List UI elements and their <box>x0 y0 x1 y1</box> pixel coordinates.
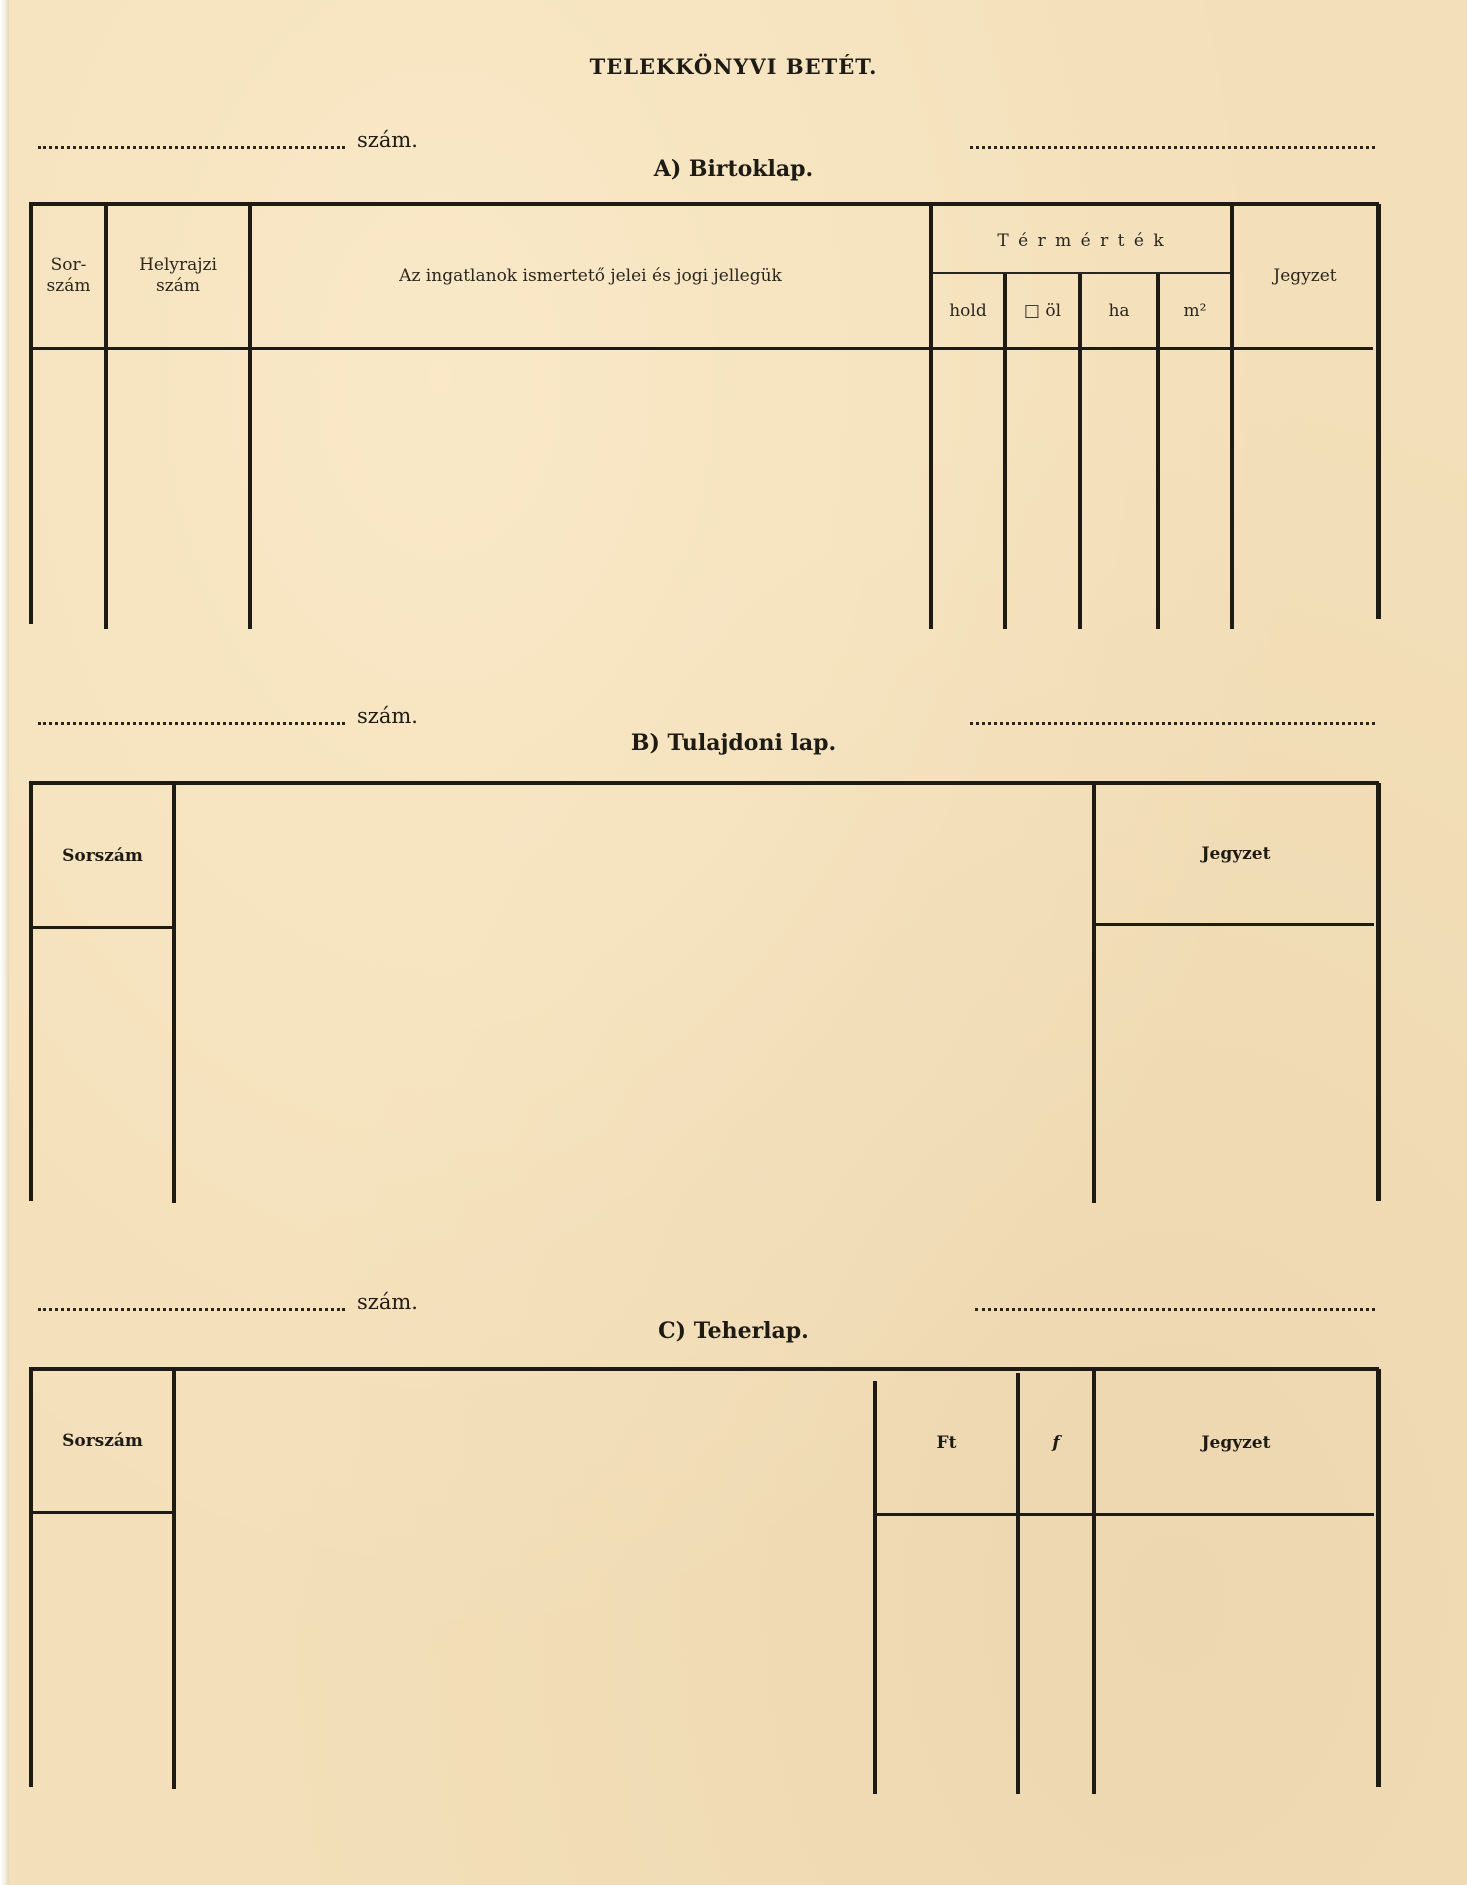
col-header-ha: ha <box>1108 301 1130 321</box>
col-header-jegyzet-b: Jegyzet <box>1201 844 1271 864</box>
table-b-vline-1 <box>172 783 176 1203</box>
table-a-top-border <box>29 202 1379 206</box>
table-c-left-header-bottom <box>29 1511 172 1514</box>
col-header-jegyzet-c: Jegyzet <box>1201 1433 1271 1453</box>
col-header-termertek: T é r m é r t é k <box>997 231 1166 251</box>
table-b-left-header-bottom <box>29 926 172 929</box>
col-header-sorszam-c: Sorszám <box>62 1431 143 1451</box>
col-header-helyrajzi: Helyrajzi szám <box>139 255 217 296</box>
number-label-a: szám. <box>357 128 418 152</box>
col-header-f: f <box>1052 1433 1060 1453</box>
section-b-heading: B) Tulajdoni lap. <box>630 730 837 756</box>
dotted-line-right-c <box>975 1308 1375 1311</box>
table-b-top-border <box>29 781 1379 785</box>
page-binding-edge <box>0 0 9 1885</box>
col-header-jegyzet-a: Jegyzet <box>1273 266 1337 286</box>
table-a-vline-6 <box>1156 274 1160 629</box>
document-title: TELEKKÖNYVI BETÉT. <box>589 54 878 79</box>
section-a-heading: A) Birtoklap. <box>653 156 814 182</box>
table-a-vline-5 <box>1078 274 1082 629</box>
table-b-vline-right <box>1376 783 1381 1201</box>
col-header-ol: □ öl <box>1023 301 1062 321</box>
table-a-vline-3 <box>929 204 933 629</box>
table-b-right-header-bottom <box>1096 923 1374 926</box>
col-header-sorszam: Sor- szám <box>46 255 91 296</box>
col-header-description: Az ingatlanok ismertető jelei és jogi jellegük <box>399 266 782 286</box>
dotted-line-right-a <box>970 146 1375 149</box>
section-c-heading: C) Teherlap. <box>658 1318 809 1344</box>
dotted-line-right-b <box>970 722 1375 725</box>
number-dotted-line-a <box>38 146 345 149</box>
number-label-b: szám. <box>357 704 418 728</box>
table-a-header-bottom <box>29 347 1373 350</box>
number-dotted-line-c <box>38 1308 345 1311</box>
col-header-m2: m² <box>1183 301 1207 321</box>
table-c-vline-1 <box>172 1369 176 1789</box>
table-a-termertek-divider <box>933 272 1231 274</box>
table-a-vline-right <box>1376 204 1381 619</box>
table-a-vline-4 <box>1003 274 1007 629</box>
table-c-right-header-bottom <box>877 1513 1374 1516</box>
col-header-ft: Ft <box>936 1433 957 1453</box>
number-label-c: szám. <box>357 1290 418 1314</box>
table-c-vline-right <box>1376 1369 1381 1787</box>
table-c-top-border <box>29 1367 1379 1371</box>
number-dotted-line-b <box>38 722 345 725</box>
col-header-hold: hold <box>949 301 987 321</box>
col-header-sorszam-b: Sorszám <box>62 846 143 866</box>
